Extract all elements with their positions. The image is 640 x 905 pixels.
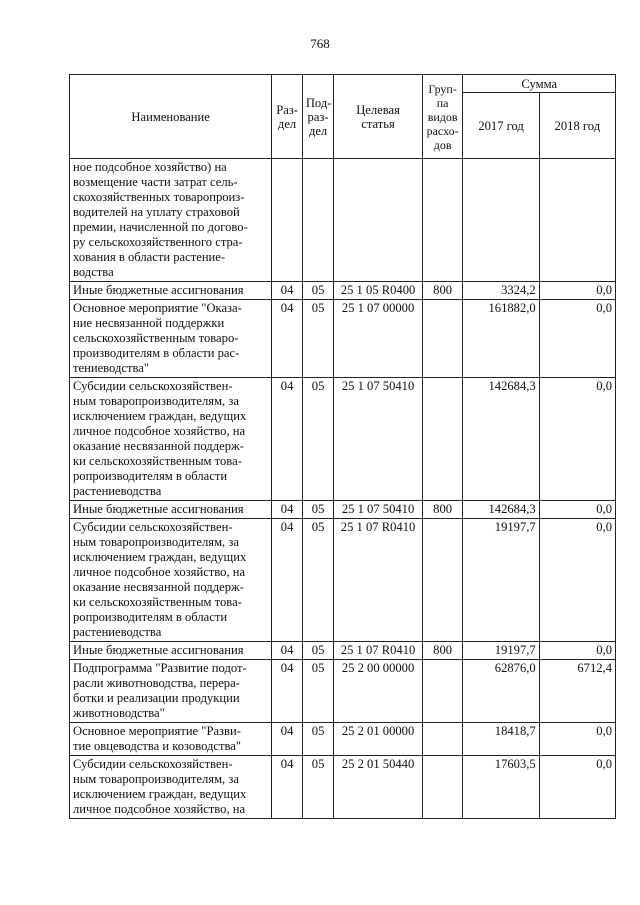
cell-name: Основное мероприятие "Оказа- ние несвязанной поддержки сельскохозяйственным товаро- производителям в области рас- тениеводства" [70, 300, 272, 378]
cell-sum-2017: 142684,3 [463, 378, 539, 501]
cell-sum-2017: 161882,0 [463, 300, 539, 378]
cell-target: 25 1 07 00000 [334, 300, 422, 378]
cell-sum-2017: 62876,0 [463, 660, 539, 723]
table-row [70, 300, 616, 378]
cell-target [334, 159, 422, 282]
cell-name: Иные бюджетные ассигнования [70, 501, 272, 519]
cell-sum-2018: 0,0 [539, 282, 615, 300]
cell-target: 25 1 07 R0410 [334, 642, 422, 660]
header-name: Наименование [70, 75, 272, 159]
cell-name: Иные бюджетные ассигнования [70, 282, 272, 300]
cell-section: 04 [272, 501, 303, 519]
cell-section: 04 [272, 519, 303, 642]
cell-sum-2017: 142684,3 [463, 501, 539, 519]
cell-subsection: 05 [302, 501, 334, 519]
cell-target: 25 1 07 R0410 [334, 519, 422, 642]
cell-sum-2017: 18418,7 [463, 723, 539, 756]
cell-section: 04 [272, 378, 303, 501]
cell-target: 25 1 07 50410 [334, 501, 422, 519]
cell-group [422, 756, 463, 819]
table-row [70, 519, 616, 642]
cell-group [422, 159, 463, 282]
header-group: Груп- па видов расхо- дов [422, 75, 463, 159]
cell-group [422, 300, 463, 378]
header-target: Целевая статья [334, 75, 422, 159]
cell-section: 04 [272, 282, 303, 300]
cell-sum-2017: 17603,5 [463, 756, 539, 819]
cell-sum-2018: 0,0 [539, 756, 615, 819]
cell-section: 04 [272, 660, 303, 723]
header-year-2018: 2018 год [539, 93, 615, 159]
cell-subsection: 05 [302, 300, 334, 378]
cell-section: 04 [272, 642, 303, 660]
table-row [70, 282, 616, 300]
cell-target: 25 2 01 00000 [334, 723, 422, 756]
table-body [70, 159, 616, 819]
header-sum: Сумма [463, 75, 616, 93]
cell-sum-2018: 0,0 [539, 723, 615, 756]
cell-subsection [302, 159, 334, 282]
cell-group [422, 660, 463, 723]
cell-name: Субсидии сельскохозяйствен- ным товаропроизводителям, за исключением граждан, ведущих личное подсобное хозяйство, на оказание несвязанной поддерж- ки сельскохозяйственным това- ропроизводителям в области растениеводства [70, 519, 272, 642]
cell-subsection: 05 [302, 282, 334, 300]
cell-name: Субсидии сельскохозяйствен- ным товаропроизводителям, за исключением граждан, ведущих личное подсобное хозяйство, на оказание несвязанной поддерж- ки сельскохозяйственным това- ропроизводителям в области растениеводства [70, 378, 272, 501]
header-year-2017: 2017 год [463, 93, 539, 159]
cell-name: Субсидии сельскохозяйствен- ным товаропроизводителям, за исключением граждан, ведущих личное подсобное хозяйство, на [70, 756, 272, 819]
table-row [70, 159, 616, 282]
cell-subsection: 05 [302, 756, 334, 819]
cell-group [422, 723, 463, 756]
cell-sum-2018: 0,0 [539, 642, 615, 660]
table-row [70, 723, 616, 756]
cell-target: 25 1 05 R0400 [334, 282, 422, 300]
cell-target: 25 2 00 00000 [334, 660, 422, 723]
cell-group: 800 [422, 642, 463, 660]
cell-sum-2017 [463, 159, 539, 282]
cell-sum-2018: 6712,4 [539, 660, 615, 723]
cell-group [422, 519, 463, 642]
cell-section: 04 [272, 723, 303, 756]
budget-table [69, 74, 616, 819]
header-subsection: Под- раз- дел [302, 75, 334, 159]
cell-sum-2018: 0,0 [539, 519, 615, 642]
table-row [70, 660, 616, 723]
cell-subsection: 05 [302, 378, 334, 501]
cell-group: 800 [422, 501, 463, 519]
cell-section [272, 159, 303, 282]
cell-name: ное подсобное хозяйство) на возмещение части затрат сель- скохозяйственных товаропроиз- водителей на уплату страховой премии, начисленной по догово- ру сельскохозяйственного стра- хования в области растение- водства [70, 159, 272, 282]
cell-subsection: 05 [302, 519, 334, 642]
cell-name: Основное мероприятие "Разви- тие овцеводства и козоводства" [70, 723, 272, 756]
cell-name: Иные бюджетные ассигнования [70, 642, 272, 660]
cell-section: 04 [272, 756, 303, 819]
table-row [70, 501, 616, 519]
cell-subsection: 05 [302, 642, 334, 660]
table-header [70, 75, 616, 159]
cell-subsection: 05 [302, 660, 334, 723]
cell-subsection: 05 [302, 723, 334, 756]
cell-target: 25 1 07 50410 [334, 378, 422, 501]
cell-sum-2017: 19197,7 [463, 642, 539, 660]
header-section: Раз- дел [272, 75, 303, 159]
cell-sum-2018: 0,0 [539, 501, 615, 519]
cell-sum-2017: 3324,2 [463, 282, 539, 300]
page-number: 768 [310, 36, 330, 51]
cell-sum-2018: 0,0 [539, 300, 615, 378]
table-row [70, 756, 616, 819]
cell-section: 04 [272, 300, 303, 378]
cell-group: 800 [422, 282, 463, 300]
cell-sum-2018 [539, 159, 615, 282]
table-row [70, 642, 616, 660]
cell-group [422, 378, 463, 501]
cell-target: 25 2 01 50440 [334, 756, 422, 819]
cell-name: Подпрограмма "Развитие подот- расли животноводства, перера- ботки и реализации продукции животноводства" [70, 660, 272, 723]
table-row [70, 378, 616, 501]
cell-sum-2018: 0,0 [539, 378, 615, 501]
cell-sum-2017: 19197,7 [463, 519, 539, 642]
